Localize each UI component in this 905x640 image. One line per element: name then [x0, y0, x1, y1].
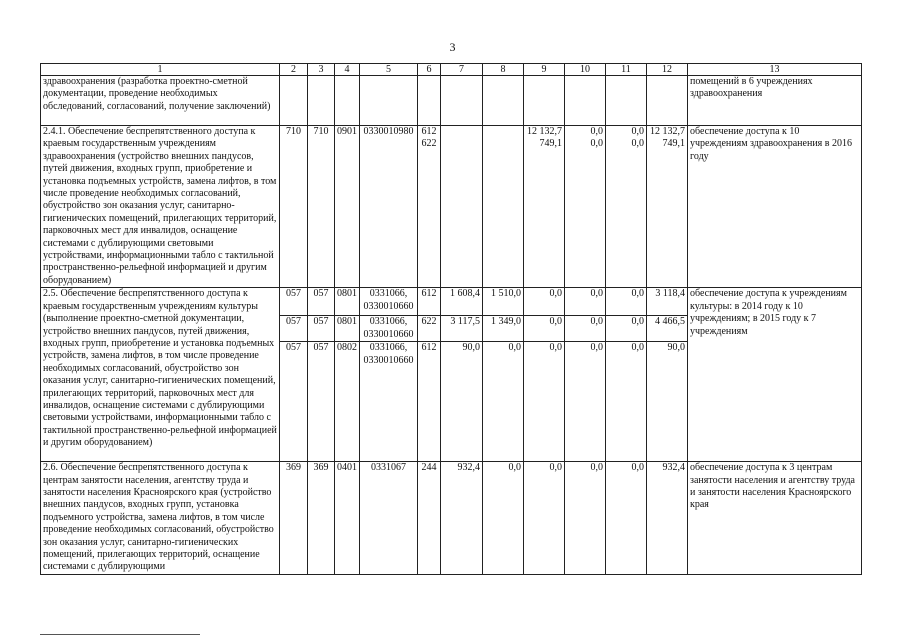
cell-amount: 0,0 — [565, 316, 606, 342]
cell-amount: 0,0 — [483, 342, 524, 462]
row-description: 2.6. Обеспечение беспрепятственного доступа к центрам занятости населения, агентству труда и занятости населения Красноярского края (устройство внешних пандусов, входных групп, установка подъемного устройства, замена лифтов, в том числе проведение необходимых согласований, обустройство зон оказания услуг, санитарно-гигиенических помещений, прилегающих территорий, оснащение системами с дублирующими — [41, 462, 280, 575]
header-cell: 10 — [565, 64, 606, 76]
cell-total: 3 118,4 — [647, 288, 688, 316]
cell — [565, 76, 606, 126]
cell-sub-value: 0330010660 — [363, 328, 414, 340]
cell-rzpr: 0401 — [335, 462, 360, 575]
header-cell: 3 — [308, 64, 335, 76]
cell-amount: 1 608,4 — [441, 288, 483, 316]
cell-vr — [418, 126, 441, 288]
cell-grbs-code: 057 — [308, 316, 335, 342]
cell — [524, 76, 565, 126]
row-description: 2.5. Обеспечение беспрепятственного доступа к краевым государственным учреждениям культуры (выполнение проектно-сметной документации, устройство внешних пандусов, путей движения, входных групп, приобретение и установка подъемных устройств, замена лифтов, в том числе проведение необходимых согласований, обустройство зон оказания услуг, санитарно-гигиенических помещений, прилегающих территорий, парковочных мест для инвалидов, оснащение системами с дублирующими световыми устройствами, информационными табло с тактильной пространственно-рельефной информацией и другим оборудованием) — [41, 288, 280, 462]
page-number: 3 — [449, 40, 456, 54]
table-row — [41, 462, 862, 575]
cell-rzpr: 0901 — [335, 126, 360, 288]
cell-csr — [360, 342, 418, 462]
cell-rzpr: 0801 — [335, 316, 360, 342]
cell-amount: 0,0 — [524, 288, 565, 316]
footnote-divider — [40, 634, 200, 635]
cell-sub-value: 0,0 — [590, 138, 603, 150]
header-cell: 4 — [335, 64, 360, 76]
table-row — [41, 288, 862, 316]
cell-amount: 0,0 — [565, 462, 606, 575]
cell-sub-value: 0331066, — [369, 342, 408, 354]
cell-sub-value: 12 132,7 — [650, 126, 685, 137]
row-result: помещений в 6 учреждениях здравоохранения — [688, 76, 862, 126]
header-cell: 7 — [441, 64, 483, 76]
table-row — [41, 126, 862, 288]
cell-sub-value: 749,1 — [539, 138, 562, 150]
cell-amount — [606, 126, 647, 288]
cell — [441, 76, 483, 126]
cell — [647, 76, 688, 126]
cell-admin-code: 057 — [280, 288, 308, 316]
header-cell: 9 — [524, 64, 565, 76]
cell-rzpr: 0802 — [335, 342, 360, 462]
cell-total: 4 466,5 — [647, 316, 688, 342]
table-row — [41, 76, 862, 126]
cell-grbs-code: 710 — [308, 126, 335, 288]
cell-vr: 612 — [418, 342, 441, 462]
header-cell: 12 — [647, 64, 688, 76]
header-cell: 8 — [483, 64, 524, 76]
row-description: здравоохранения (разработка проектно-сметной документации, проведение необходимых обследований, согласований, получение заключений) — [41, 76, 280, 126]
row-result: обеспечение доступа к 10 учреждениям здравоохранения в 2016 году — [688, 126, 862, 288]
cell-sub-value: 0330010660 — [363, 354, 414, 366]
cell-total — [647, 126, 688, 288]
cell-amount: 1 349,0 — [483, 316, 524, 342]
cell-amount: 0,0 — [524, 316, 565, 342]
cell-vr: 612 — [418, 288, 441, 316]
cell-admin-code: 710 — [280, 126, 308, 288]
cell — [308, 76, 335, 126]
cell-csr: 0331067 — [360, 462, 418, 575]
cell-vr: 622 — [418, 316, 441, 342]
cell-amount — [565, 126, 606, 288]
cell-total: 90,0 — [647, 342, 688, 462]
cell-sub-value: 0331066, — [369, 288, 408, 300]
cell-amount: 0,0 — [524, 342, 565, 462]
cell-admin-code: 057 — [280, 316, 308, 342]
row-description: 2.4.1. Обеспечение беспрепятственного доступа к краевым государственным учреждениям здравоохранения (устройство внешних пандусов, путей движения, входных групп, приобретение и установка подъемных устройств, замена лифтов, в том числе проведение необходимых согласований, обустройство зон оказания услуг, санитарно-гигиенических помещений, прилегающих территорий, парковочных мест для инвалидов, оснащение системами с дублирующими световыми устройствами, информационными табло с тактильной пространственно-рельефной информацией и другим оборудованием) — [41, 126, 280, 288]
cell-amount: 0,0 — [565, 342, 606, 462]
header-cell: 1 — [41, 64, 280, 76]
cell — [483, 126, 524, 288]
cell-amount: 0,0 — [606, 342, 647, 462]
cell-rzpr: 0801 — [335, 288, 360, 316]
cell-admin-code: 369 — [280, 462, 308, 575]
cell-grbs-code: 057 — [308, 342, 335, 462]
cell-sub-value: 0,0 — [631, 126, 644, 137]
header-row — [41, 64, 862, 76]
cell-amount: 1 510,0 — [483, 288, 524, 316]
cell — [483, 76, 524, 126]
cell-sub-value: 612 — [421, 126, 437, 137]
cell-amount: 0,0 — [483, 462, 524, 575]
cell-amount: 932,4 — [441, 462, 483, 575]
cell — [441, 126, 483, 288]
cell — [280, 76, 308, 126]
cell-admin-code: 057 — [280, 342, 308, 462]
row-result: обеспечение доступа к учреждениям культуры: в 2014 году к 10 учреждениям; в 2015 году к 7 учреждениям — [688, 288, 862, 462]
cell-csr — [360, 316, 418, 342]
cell-amount: 0,0 — [565, 288, 606, 316]
cell-vr: 244 — [418, 462, 441, 575]
cell — [606, 76, 647, 126]
cell-sub-value: 12 132,7 — [527, 126, 562, 137]
cell-sub-value: 749,1 — [662, 138, 685, 150]
cell-amount — [524, 126, 565, 288]
cell — [360, 76, 418, 126]
cell-sub-value: 0,0 — [590, 126, 603, 137]
cell-sub-value: 0,0 — [631, 138, 644, 150]
cell-amount: 0,0 — [524, 462, 565, 575]
cell-total: 932,4 — [647, 462, 688, 575]
cell-amount: 3 117,5 — [441, 316, 483, 342]
cell-csr — [360, 288, 418, 316]
cell-amount: 0,0 — [606, 316, 647, 342]
cell — [335, 76, 360, 126]
cell — [418, 76, 441, 126]
cell-grbs-code: 369 — [308, 462, 335, 575]
cell-amount: 0,0 — [606, 462, 647, 575]
cell-csr: 0330010980 — [360, 126, 418, 288]
cell-sub-value: 0331066, — [369, 316, 408, 328]
header-cell: 2 — [280, 64, 308, 76]
header-cell: 6 — [418, 64, 441, 76]
cell-amount: 0,0 — [606, 288, 647, 316]
header-cell: 13 — [688, 64, 862, 76]
cell-grbs-code: 057 — [308, 288, 335, 316]
cell-amount: 90,0 — [441, 342, 483, 462]
row-result: обеспечение доступа к 3 центрам занятости населения и агентству труда и занятости населения Красноярского края — [688, 462, 862, 575]
budget-table — [40, 63, 862, 575]
header-cell: 5 — [360, 64, 418, 76]
header-cell: 11 — [606, 64, 647, 76]
cell-sub-value: 0330010660 — [363, 300, 414, 312]
cell-sub-value: 622 — [421, 138, 437, 150]
